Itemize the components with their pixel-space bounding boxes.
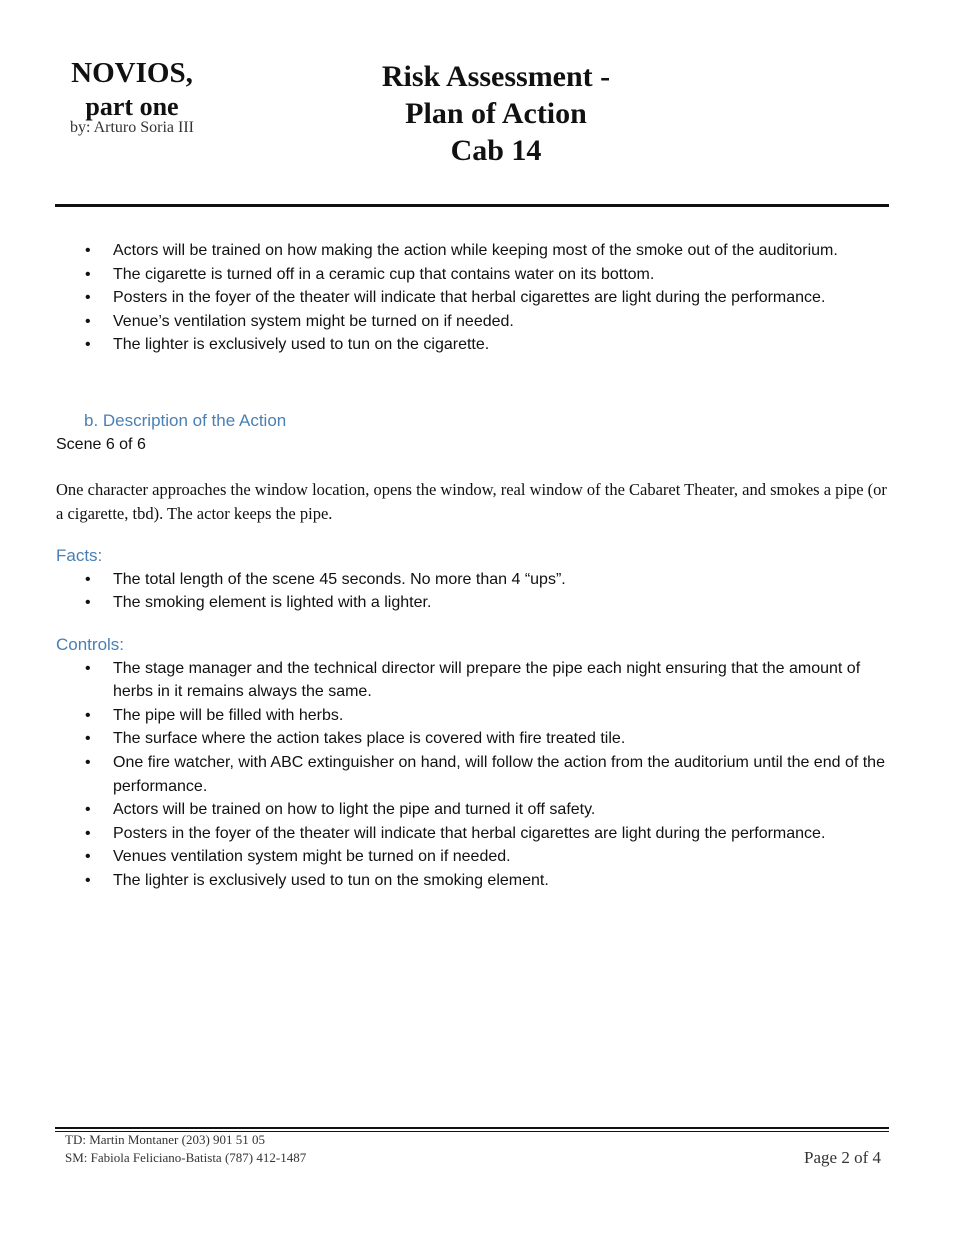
show-subtitle: part one bbox=[85, 92, 179, 121]
top-bullet-list bbox=[56, 239, 916, 357]
list-item: • The smoking element is lighted with a lighter. bbox=[56, 591, 916, 615]
section-heading: b. Description of the Action bbox=[84, 410, 287, 430]
title-line: Plan of Action bbox=[405, 97, 587, 130]
list-item: • Actors will be trained on how to light the pipe and turned it off safety. bbox=[56, 798, 886, 822]
title-line: Risk Assessment - bbox=[381, 60, 611, 93]
td-contact: TD: Martin Montaner (203) 901 51 05 bbox=[65, 1132, 266, 1147]
title-line: Cab 14 bbox=[450, 134, 542, 167]
show-title: NOVIOS, bbox=[71, 57, 193, 89]
header-divider bbox=[55, 202, 889, 207]
document-title bbox=[340, 58, 652, 169]
footer-contacts bbox=[65, 1131, 306, 1167]
list-item: • Posters in the foyer of the theater will indicate that herbal cigarettes are light during the performance. bbox=[56, 822, 960, 846]
sm-contact: SM: Fabiola Feliciano-Batista (787) 412-1487 bbox=[65, 1150, 307, 1165]
controls-heading: Controls: bbox=[56, 634, 125, 654]
scene-label: Scene 6 of 6 bbox=[56, 435, 146, 453]
author: by: Arturo Soria III bbox=[70, 119, 194, 136]
page-number: Page 2 of 4 bbox=[804, 1148, 881, 1167]
list-item: • The stage manager and the technical director will prepare the pipe each night ensuring that the amount of herbs in it remains always the same. bbox=[56, 657, 886, 704]
document-body bbox=[56, 239, 916, 892]
list-item: • Venue’s ventilation system might be turned on if needed. bbox=[56, 310, 916, 334]
list-item: • Venues ventilation system might be turned on if needed. bbox=[56, 845, 886, 869]
facts-heading: Facts: bbox=[56, 546, 103, 566]
list-item: • The surface where the action takes place is covered with fire treated tile. bbox=[56, 727, 886, 751]
list-item: • The lighter is exclusively used to tun on the smoking element. bbox=[56, 869, 886, 893]
list-item: • The lighter is exclusively used to tun on the cigarette. bbox=[56, 333, 916, 357]
list-item: • The pipe will be filled with herbs. bbox=[56, 704, 886, 728]
facts-list bbox=[56, 568, 916, 615]
list-item: • The total length of the scene 45 seconds. No more than 4 “ups”. bbox=[56, 568, 916, 592]
list-item: • The cigarette is turned off in a ceramic cup that contains water on its bottom. bbox=[56, 263, 916, 287]
controls-list bbox=[56, 657, 886, 893]
show-title-block bbox=[52, 56, 212, 138]
list-item: • One fire watcher, with ABC extinguisher on hand, will follow the action from the auditorium until the end of the performance. bbox=[56, 751, 886, 798]
list-item: • Actors will be trained on how making the action while keeping most of the smoke out of the auditorium. bbox=[56, 239, 916, 263]
list-item: • Posters in the foyer of the theater will indicate that herbal cigarettes are light during the performance. bbox=[56, 286, 916, 310]
action-description: One character approaches the window location, opens the window, real window of the Cabaret Theater, and smokes a pipe (or a cigarette, tbd). The actor keeps the pipe. bbox=[56, 480, 887, 524]
